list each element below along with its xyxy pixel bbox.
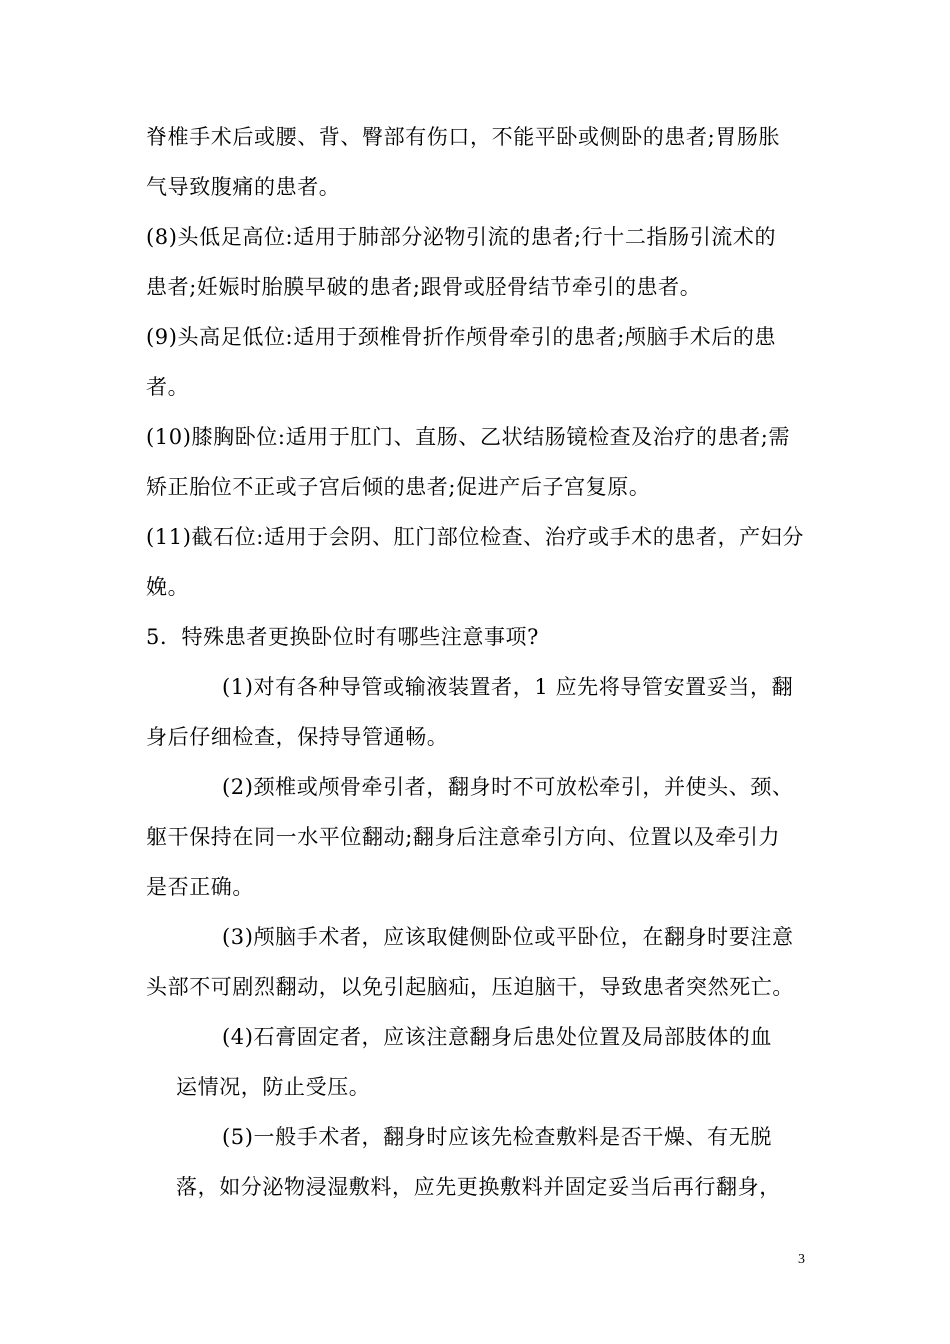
page-number: 3 [798, 1252, 805, 1267]
text-line: (8)头低足高位:适用于肺部分泌物引流的患者;行十二指肠引流术的 [146, 225, 777, 249]
text-line: 矫正胎位不正或子宫后倾的患者;促进产后子宫复原。 [146, 475, 651, 499]
text-line: 是否正确。 [146, 875, 254, 899]
text-line: (3)颅脑手术者，应该取健侧卧位或平卧位，在翻身时要注意 [222, 925, 794, 949]
text-line: 身后仔细检查，保持导管通畅。 [146, 725, 449, 749]
text-line: 落，如分泌物浸湿敷料，应先更换敷料并固定妥当后再行翻身， [176, 1175, 781, 1199]
text-line: 患者;妊娠时胎膜早破的患者;跟骨或胫骨结节牵引的患者。 [146, 275, 702, 299]
text-line: (2)颈椎或颅骨牵引者，翻身时不可放松牵引，并使头、颈、 [222, 775, 794, 799]
text-line: 躯干保持在同一水平位翻动;翻身后注意牵引方向、位置以及牵引力 [146, 825, 781, 849]
text-line: 气导致腹痛的患者。 [146, 175, 341, 199]
section-heading: 5．特殊患者更换卧位时有哪些注意事项? [146, 625, 540, 649]
text-line: (1)对有各种导管或输液装置者，1 应先将导管安置妥当，翻 [222, 675, 794, 699]
text-line: 运情况，防止受压。 [176, 1075, 371, 1099]
text-line: (4)石膏固定者，应该注意翻身后患处位置及局部肢体的血 [222, 1025, 772, 1049]
text-line: 脊椎手术后或腰、背、臀部有伤口，不能平卧或侧卧的患者;胃肠胀 [146, 125, 781, 149]
text-line: (5)一般手术者，翻身时应该先检查敷料是否干燥、有无脱 [222, 1125, 772, 1149]
text-line: 头部不可剧烈翻动，以免引起脑疝，压迫脑干，导致患者突然死亡。 [146, 975, 794, 999]
text-line: 娩。 [146, 575, 190, 599]
text-line: (9)头高足低位:适用于颈椎骨折作颅骨牵引的患者;颅脑手术后的患 [146, 325, 777, 349]
text-line: (11)截石位:适用于会阴、肛门部位检查、治疗或手术的患者，产妇分 [146, 525, 804, 549]
text-line: 者。 [146, 375, 190, 399]
text-line: (10)膝胸卧位:适用于肛门、直肠、乙状结肠镜检查及治疗的患者;需 [146, 425, 791, 449]
